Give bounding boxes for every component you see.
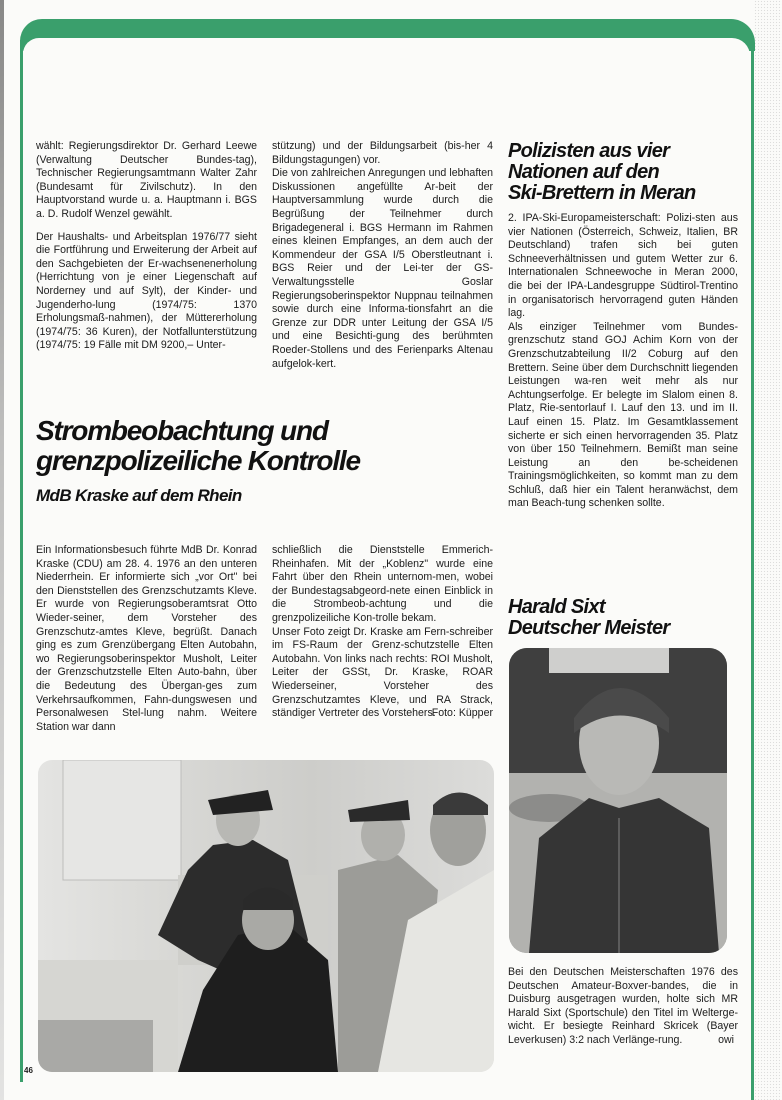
scan-edge-right (754, 0, 782, 1100)
kraske-col2 (272, 544, 493, 721)
sixt-article-body (508, 966, 738, 1048)
paragraph: schließlich die Dienststelle Emmerich-Rheinhafen. Mit der „Koblenz" wurde eine Fahrt über den Rhein unternom-men, wobei der Bundestagsabgeord-nete einen Einblick in die Strombeob-achtung und die grenzpolizeiliche Kon-trolle bekam. (272, 544, 493, 624)
ski-headline (508, 141, 743, 204)
scan-edge-left (0, 0, 4, 1100)
headline-line: Nationen auf den (508, 161, 660, 183)
kraske-photo (38, 760, 494, 1072)
paragraph: Ein Informationsbesuch führte MdB Dr. Konrad Kraske (CDU) am 28. 4. 1976 an den unteren Niederrhein. Er informierte sich „vor Ort" bei den Dienststellen des Grenzschutzamts Kleve. Er wurde von Regierungsoberamtsrat Otto Wieder-seiner, dem Vorsteher des Grenzschutz-amtes Kleve, begrüßt. Danach ging es zum Grenzübergang Elten Autobahn, wo Regierungsoberinspektor Musholt, Leiter der Grenzschutzstelle Elten Auto-bahn, über die Bedeutung des Übergan-ges zum Verkehrsaufkommen, Fahn-dungswesen und Personalwesen Stel-lung nahm. Weitere Station war dann (36, 544, 257, 733)
paragraph: Bei den Deutschen Meisterschaften 1976 des Deutschen Amateur-Boxver-bandes, die in Duisburg ausgetragen wurden, holte sich MR Harald Sixt (Sportschule) den Titel im Weltergе-wicht. Er besiegte Reinhard Skricek (Bayer Leverkusen) 3:2 nach Verlänge-rung. (508, 966, 738, 1046)
headline-line: Strombeobachtung und (36, 415, 328, 446)
author-signature: owi (718, 1033, 734, 1046)
headline-line: Ski-Brettern in Meran (508, 182, 696, 204)
paragraph: wählt: Regierungsdirektor Dr. Gerhard Leewe (Verwaltung Deutscher Bundes-tag), Technischer Regierungsamtmann Walter Zahr (Bundesamt für Zivilschutz). In den Hauptvorstand wurde u. a. Hauptmann i. BGS a. D. Rudolf Wenzel gewählt. (36, 140, 257, 220)
frame-inner-cutout (23, 38, 750, 78)
subheadline: MdB Kraske auf dem Rhein (36, 486, 242, 505)
headline-line: Harald Sixt (508, 596, 605, 618)
paragraph: Der Haushalts- und Arbeitsplan 1976/77 sieht die Fortführung und Erweiterung der Arbeit auf den Sachgebieten der Er-wachsenenerholung (Herrichtung von je einer Liegenschaft auf Norderney und auf Sylt), der Kinder- und Jugenderho-lung (1974/75: 1370 Erholungsmaß-nahmen), der Müttererholung (1974/75: 36 Kuren), der Notfallunterstützung (1974/75: 19 Fälle mit DM 9200,– Unter- (36, 230, 257, 352)
headline-line: Polizisten aus vier (508, 140, 670, 162)
article1-col2 (272, 140, 493, 371)
kraske-col1 (36, 544, 257, 734)
headline-line: grenzpolizeiliche Kontrolle (36, 445, 360, 476)
green-frame-right (751, 44, 754, 1100)
article1-col1 (36, 140, 257, 353)
page-number: 46 (24, 1066, 33, 1075)
headline (508, 597, 743, 639)
photo-credit: Foto: Küpper (431, 707, 493, 720)
paragraph: Unser Foto zeigt Dr. Kraske am Fern-schreiber im FS-Raum der Grenz-schutzstelle Elten Autobahn. Von links nach rechts: ROI Musholt, Leiter der GSSt, Dr. Kraske, ROAR Wiederseiner, Vorsteher des Grenzschutzamtes Kleve, und RA Strack, ständiger Vertreter des Vorstehers. (272, 625, 493, 720)
green-frame-left (20, 40, 23, 1082)
sixt-portrait-photo (509, 648, 727, 953)
headline (36, 416, 496, 476)
kraske-headline-block (36, 416, 496, 506)
paragraph: stützung) und der Bildungsarbeit (bis-her 4 Bildungstagungen) vor. (272, 140, 493, 166)
ski-article-body (508, 212, 738, 511)
photo-illustration (38, 760, 494, 1072)
sixt-headline-block (508, 597, 743, 639)
photo-illustration (509, 648, 727, 953)
paragraph: 2. IPA-Ski-Europameisterschaft: Polizi-sten aus vier Nationen (Österreich, Schweiz, Italien, BR Deutschland) trafen sich bei guten Schneeverhältnissen und gutem Wetter zur 6. Internationalen Schneewoche in Meran 2000, die bei der IPA-Landesgruppe Südtirol-Trentino in organisatorisch hervorragend guten Händen lag. (508, 212, 738, 320)
paragraph: Als einziger Teilnehmer vom Bundes-grenzschutz stand GOJ Achim Korn von der Grenzschutzabteilung II/2 Coburg auf den Brettern. Seine über dem Durchschnitt liegenden Leistungen wa-ren weit mehr als nur Achtungserfolge. Er belegte im Slalom einen 8. Platz, Rie-sentorlauf I. Lauf den 13. und im II. Lauf einen 15. Platz. Im Gesamtklassement sicherte er sich einen hervorragenden 35. Platz von über 150 Teilnehmern. Bemißt man seine Leistung an den be-scheidenen Trainingsmöglichkeiten, so kommt man zu dem Schluß, daß hier ein Talent heranwächst, dem man Beach-tung schenken sollte. (508, 320, 738, 510)
paragraph: Die von zahlreichen Anregungen und lebhaften Diskussionen angefüllte Ar-beit der Hauptversammlung wurde durch die Begrüßung der Teilnehmer durch Brigadegeneral i. BGS Hermann im Rahmen eines kleinen Empfanges, an dem auch der Kommendeur der GSA I/5 Oberstleutnant i. BGS Reier und der Lei-ter der GS-Verwaltungsstelle Goslar Regierungsoberinspektor Nuppnau teilnahmen sowie durch eine Informa-tionsfahrt an die Grenze zur DDR unter Leitung der GSA I/5 und eine Besichti-gung des berühmten Roeder-Stollens und des Ferienparks Altenau aufgelok-kert. (272, 167, 493, 370)
headline-line: Deutscher Meister (508, 617, 670, 639)
